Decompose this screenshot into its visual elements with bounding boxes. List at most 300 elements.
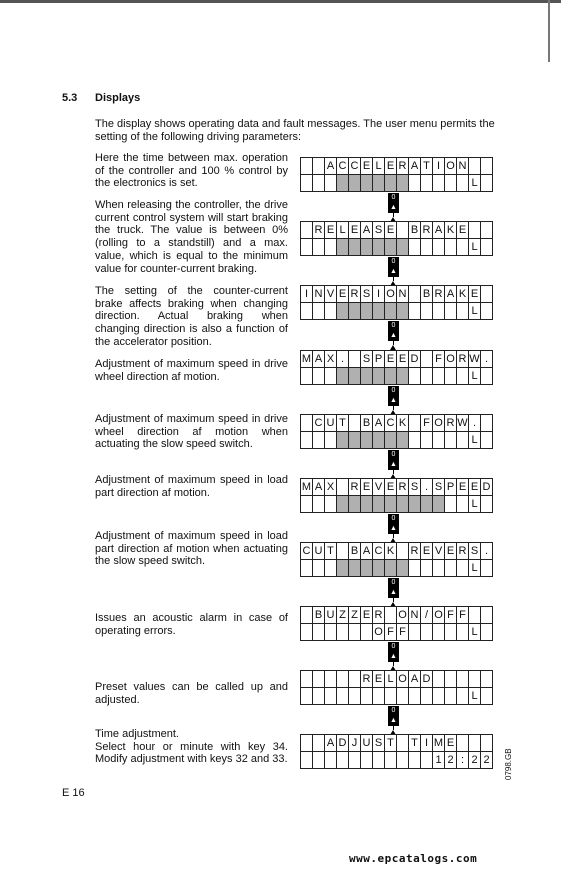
lcd-cell: M [433, 735, 445, 752]
item-description: Here the time between max. operation of the controller and 100 % control by the electronics is set. [95, 152, 288, 190]
lcd-cell [301, 735, 313, 752]
lcd-cell: O [445, 158, 457, 175]
lcd-cell: E [385, 351, 397, 368]
lcd-cell: L [469, 175, 481, 192]
lcd-cell [445, 688, 457, 705]
lcd-cell: L [469, 368, 481, 385]
lcd-cell: . [481, 351, 493, 368]
lcd-cell [457, 175, 469, 192]
lcd-cell [397, 688, 409, 705]
lcd-cell: S [409, 479, 421, 496]
lcd-cell: 2 [445, 752, 457, 769]
next-key-icon [388, 321, 399, 350]
lcd-cell: P [445, 479, 457, 496]
lcd-row-2 [301, 496, 493, 513]
lcd-cell [397, 432, 409, 449]
lcd-cell [469, 222, 481, 239]
lcd-cell [397, 175, 409, 192]
item-description: Time adjustment. Select hour or minute with key 34. Modify adjustment with keys 32 and 33. [95, 728, 288, 766]
key-up-icon: ▲ [388, 460, 399, 470]
lcd-cell [481, 415, 493, 432]
lcd-cell: V [433, 543, 445, 560]
lcd-cell: A [373, 415, 385, 432]
lcd-cell: K [457, 286, 469, 303]
lcd-cell: A [409, 158, 421, 175]
lcd-display [300, 542, 493, 577]
lcd-cell: . [337, 351, 349, 368]
lcd-cell: R [445, 415, 457, 432]
lcd-cell [433, 688, 445, 705]
lcd-cell [337, 303, 349, 320]
lcd-cell: S [373, 222, 385, 239]
lcd-cell [397, 543, 409, 560]
lcd-cell: R [409, 543, 421, 560]
lcd-cell: S [373, 735, 385, 752]
lcd-cell: E [337, 286, 349, 303]
lcd-cell: E [373, 671, 385, 688]
section-number: 5.3 [62, 92, 78, 104]
lcd-cell [421, 432, 433, 449]
lcd-cell: U [325, 415, 337, 432]
key-up-icon: ▲ [388, 267, 399, 277]
lcd-cell: F [445, 607, 457, 624]
lcd-cell: T [337, 415, 349, 432]
lcd-cell: R [313, 222, 325, 239]
lcd-cell: L [373, 158, 385, 175]
lcd-cell [409, 624, 421, 641]
lcd-row-1 [301, 479, 493, 496]
item-description: Issues an acoustic alarm in case of operating errors. [95, 612, 288, 637]
lcd-cell [409, 303, 421, 320]
lcd-cell: R [397, 479, 409, 496]
lcd-cell [481, 432, 493, 449]
lcd-cell: T [385, 735, 397, 752]
lcd-cell [349, 496, 361, 513]
lcd-cell [397, 303, 409, 320]
lcd-cell: . [421, 479, 433, 496]
lcd-cell [397, 222, 409, 239]
lcd-cell [337, 368, 349, 385]
lcd-cell: M [301, 351, 313, 368]
lcd-cell [361, 368, 373, 385]
lcd-cell [385, 303, 397, 320]
lcd-row-1 [301, 222, 493, 239]
lcd-cell [313, 175, 325, 192]
lcd-cell: K [385, 543, 397, 560]
lcd-cell [457, 239, 469, 256]
lcd-row-2 [301, 752, 493, 769]
lcd-cell [373, 303, 385, 320]
lcd-cell [457, 303, 469, 320]
key-zero-icon: 0 [388, 450, 399, 460]
lcd-row-2 [301, 239, 493, 256]
key-up-icon: ▲ [388, 396, 399, 406]
lcd-cell: R [361, 671, 373, 688]
next-key-icon [388, 642, 399, 671]
lcd-cell [397, 752, 409, 769]
lcd-cell [409, 432, 421, 449]
item-description: Adjustment of maximum speed in drive wheel direction af motion. [95, 358, 288, 383]
lcd-cell: S [361, 286, 373, 303]
lcd-cell: E [469, 286, 481, 303]
lcd-cell [433, 368, 445, 385]
lcd-cell: F [397, 624, 409, 641]
lcd-cell [361, 624, 373, 641]
lcd-cell: U [325, 607, 337, 624]
lcd-cell: A [361, 222, 373, 239]
lcd-cell: C [313, 415, 325, 432]
lcd-cell: O [433, 607, 445, 624]
lcd-cell [325, 671, 337, 688]
lcd-cell [409, 239, 421, 256]
lcd-cell: R [457, 543, 469, 560]
lcd-cell: C [349, 158, 361, 175]
lcd-cell [457, 432, 469, 449]
lcd-display [300, 350, 493, 385]
key-zero-icon: 0 [388, 706, 399, 716]
margin-line [548, 0, 550, 62]
key-up-icon: ▲ [388, 716, 399, 726]
lcd-cell [433, 239, 445, 256]
lcd-cell [337, 752, 349, 769]
lcd-cell [349, 560, 361, 577]
lcd-cell [373, 752, 385, 769]
lcd-cell [433, 175, 445, 192]
lcd-cell: E [385, 479, 397, 496]
lcd-cell [445, 624, 457, 641]
lcd-cell [325, 624, 337, 641]
lcd-cell: . [481, 543, 493, 560]
lcd-cell [433, 303, 445, 320]
lcd-cell [481, 368, 493, 385]
lcd-cell [469, 158, 481, 175]
lcd-cell [313, 158, 325, 175]
lcd-cell [385, 560, 397, 577]
lcd-cell: P [373, 351, 385, 368]
lcd-cell [313, 239, 325, 256]
key-up-icon: ▲ [388, 331, 399, 341]
key-zero-icon: 0 [388, 257, 399, 267]
lcd-cell [325, 303, 337, 320]
lcd-cell [301, 368, 313, 385]
lcd-cell [481, 239, 493, 256]
lcd-cell [481, 735, 493, 752]
lcd-cell [481, 607, 493, 624]
lcd-cell: K [445, 222, 457, 239]
lcd-cell: E [457, 222, 469, 239]
lcd-cell [373, 239, 385, 256]
lcd-cell [481, 560, 493, 577]
lcd-cell [325, 496, 337, 513]
lcd-cell [373, 368, 385, 385]
lcd-cell: I [421, 735, 433, 752]
lcd-cell [301, 415, 313, 432]
lcd-cell [421, 303, 433, 320]
lcd-cell [469, 671, 481, 688]
lcd-display [300, 414, 493, 449]
lcd-cell: E [361, 479, 373, 496]
lcd-cell: E [421, 543, 433, 560]
lcd-cell: A [325, 735, 337, 752]
lcd-cell: L [469, 432, 481, 449]
lcd-cell [445, 432, 457, 449]
lcd-cell: A [445, 286, 457, 303]
lcd-cell: M [301, 479, 313, 496]
lcd-cell [421, 239, 433, 256]
lcd-cell [349, 351, 361, 368]
lcd-cell [445, 496, 457, 513]
lcd-cell [481, 222, 493, 239]
lcd-cell: Z [337, 607, 349, 624]
lcd-cell: C [337, 158, 349, 175]
lcd-cell [313, 752, 325, 769]
lcd-cell [481, 175, 493, 192]
lcd-row-2 [301, 303, 493, 320]
key-zero-icon: 0 [388, 193, 399, 203]
lcd-cell: R [457, 351, 469, 368]
lcd-row-2 [301, 688, 493, 705]
key-up-icon: ▲ [388, 652, 399, 662]
lcd-display [300, 285, 493, 320]
lcd-cell [421, 752, 433, 769]
lcd-cell [349, 303, 361, 320]
lcd-cell: S [433, 479, 445, 496]
intro-paragraph: The display shows operating data and fault messages. The user menu permits the setting of the following driving parameters: [95, 118, 495, 143]
lcd-cell: D [409, 351, 421, 368]
lcd-cell [385, 688, 397, 705]
lcd-cell [457, 624, 469, 641]
lcd-cell: L [469, 624, 481, 641]
lcd-cell: I [433, 158, 445, 175]
watermark: www.epcatalogs.com [349, 852, 478, 865]
key-up-icon: ▲ [388, 524, 399, 534]
lcd-cell [337, 175, 349, 192]
lcd-cell [433, 432, 445, 449]
lcd-cell [301, 175, 313, 192]
lcd-cell [325, 432, 337, 449]
lcd-cell: S [469, 543, 481, 560]
lcd-cell [337, 543, 349, 560]
lcd-cell: A [313, 479, 325, 496]
lcd-cell: U [361, 735, 373, 752]
lcd-cell [469, 735, 481, 752]
lcd-cell [313, 624, 325, 641]
lcd-cell: F [421, 415, 433, 432]
lcd-cell [457, 688, 469, 705]
lcd-cell [433, 671, 445, 688]
lcd-cell [349, 175, 361, 192]
lcd-cell [385, 239, 397, 256]
lcd-cell [325, 368, 337, 385]
lcd-cell: T [421, 158, 433, 175]
lcd-cell: E [361, 158, 373, 175]
lcd-cell: D [481, 479, 493, 496]
lcd-cell: C [373, 543, 385, 560]
section-title: Displays [95, 92, 141, 104]
lcd-row-1 [301, 671, 493, 688]
lcd-cell [433, 624, 445, 641]
lcd-cell [349, 688, 361, 705]
lcd-cell: N [397, 286, 409, 303]
lcd-cell [349, 752, 361, 769]
lcd-cell [421, 496, 433, 513]
lcd-cell [301, 671, 313, 688]
lcd-cell [469, 607, 481, 624]
lcd-cell: O [397, 607, 409, 624]
lcd-cell [457, 671, 469, 688]
document-code: 0798.GB [504, 748, 513, 780]
lcd-cell [361, 432, 373, 449]
lcd-cell: R [433, 286, 445, 303]
lcd-row-2 [301, 368, 493, 385]
item-description: The setting of the counter-current brake affects braking when changing direction. Actual braking when changing direction is also a function of the accelerator position. [95, 285, 288, 348]
lcd-cell [313, 688, 325, 705]
lcd-cell [421, 560, 433, 577]
lcd-cell: O [433, 415, 445, 432]
item-description: When releasing the controller, the drive current control system will start braking the truck. The value is between 0% (rolling to a standstill) and a max. value, which is equal to the minimum value for counter-current braking. [95, 199, 288, 275]
lcd-cell: E [385, 222, 397, 239]
lcd-cell: Z [349, 607, 361, 624]
lcd-cell [301, 158, 313, 175]
top-border-line [0, 0, 561, 3]
lcd-cell: D [421, 671, 433, 688]
lcd-cell: C [385, 415, 397, 432]
lcd-cell: F [433, 351, 445, 368]
lcd-cell: R [349, 479, 361, 496]
lcd-cell [373, 560, 385, 577]
lcd-cell: E [445, 543, 457, 560]
lcd-cell [445, 303, 457, 320]
lcd-cell [301, 496, 313, 513]
lcd-cell [301, 222, 313, 239]
lcd-cell [337, 479, 349, 496]
lcd-cell [313, 560, 325, 577]
lcd-cell: I [373, 286, 385, 303]
lcd-cell [385, 752, 397, 769]
lcd-cell: D [337, 735, 349, 752]
lcd-cell [481, 496, 493, 513]
lcd-cell [421, 624, 433, 641]
lcd-cell [445, 368, 457, 385]
lcd-cell: O [373, 624, 385, 641]
lcd-cell: E [457, 479, 469, 496]
lcd-cell [337, 496, 349, 513]
lcd-cell [373, 432, 385, 449]
lcd-row-1 [301, 351, 493, 368]
lcd-cell: W [469, 351, 481, 368]
lcd-cell: A [433, 222, 445, 239]
lcd-cell [409, 688, 421, 705]
lcd-cell [325, 688, 337, 705]
lcd-cell [409, 560, 421, 577]
lcd-cell [301, 560, 313, 577]
lcd-cell: L [469, 239, 481, 256]
lcd-row-2 [301, 175, 493, 192]
lcd-cell [457, 560, 469, 577]
lcd-cell: A [409, 671, 421, 688]
lcd-cell [385, 496, 397, 513]
lcd-cell [301, 624, 313, 641]
lcd-cell [313, 368, 325, 385]
item-description: Adjustment of maximum speed in load part direction af motion. [95, 474, 288, 499]
lcd-cell [445, 671, 457, 688]
lcd-cell: E [361, 607, 373, 624]
lcd-cell [337, 432, 349, 449]
lcd-cell: I [301, 286, 313, 303]
item-description: Preset values can be called up and adjusted. [95, 681, 288, 706]
lcd-cell [409, 415, 421, 432]
lcd-cell: L [469, 496, 481, 513]
key-zero-icon: 0 [388, 321, 399, 331]
lcd-cell [349, 432, 361, 449]
lcd-cell: / [421, 607, 433, 624]
lcd-cell [313, 432, 325, 449]
lcd-cell: A [325, 158, 337, 175]
lcd-cell [313, 671, 325, 688]
lcd-cell: O [397, 671, 409, 688]
key-up-icon: ▲ [388, 588, 399, 598]
lcd-cell [433, 496, 445, 513]
lcd-cell: K [397, 415, 409, 432]
lcd-cell [361, 175, 373, 192]
lcd-cell [325, 752, 337, 769]
lcd-display [300, 734, 493, 769]
lcd-cell [325, 560, 337, 577]
lcd-cell [409, 496, 421, 513]
lcd-cell: A [361, 543, 373, 560]
lcd-cell: O [445, 351, 457, 368]
lcd-cell: E [325, 222, 337, 239]
lcd-cell [397, 560, 409, 577]
lcd-cell: E [469, 479, 481, 496]
lcd-cell [445, 239, 457, 256]
lcd-cell: E [445, 735, 457, 752]
lcd-cell [361, 496, 373, 513]
lcd-cell: L [469, 303, 481, 320]
lcd-cell [301, 239, 313, 256]
next-key-icon [388, 193, 399, 222]
lcd-cell: E [397, 351, 409, 368]
lcd-cell: N [409, 607, 421, 624]
lcd-cell: R [397, 158, 409, 175]
lcd-cell [385, 432, 397, 449]
lcd-cell: U [313, 543, 325, 560]
next-key-icon [388, 386, 399, 415]
lcd-cell: E [385, 158, 397, 175]
lcd-cell [361, 752, 373, 769]
lcd-cell [337, 239, 349, 256]
lcd-row-1 [301, 607, 493, 624]
item-description: Adjustment of maximum speed in drive wheel direction af motion when actuating the slow speed switch. [95, 413, 288, 451]
lcd-row-1 [301, 415, 493, 432]
next-key-icon [388, 578, 399, 607]
lcd-cell [337, 624, 349, 641]
lcd-cell [349, 368, 361, 385]
item-description: Adjustment of maximum speed in load part direction af motion when actuating the slow speed switch. [95, 530, 288, 568]
lcd-cell [337, 560, 349, 577]
next-key-icon [388, 257, 399, 286]
lcd-cell [397, 735, 409, 752]
lcd-cell: F [457, 607, 469, 624]
lcd-cell: N [313, 286, 325, 303]
lcd-cell [385, 368, 397, 385]
lcd-cell [349, 415, 361, 432]
lcd-cell [445, 175, 457, 192]
lcd-cell [301, 688, 313, 705]
lcd-cell: 2 [481, 752, 493, 769]
lcd-cell: L [469, 688, 481, 705]
next-key-icon [388, 706, 399, 735]
